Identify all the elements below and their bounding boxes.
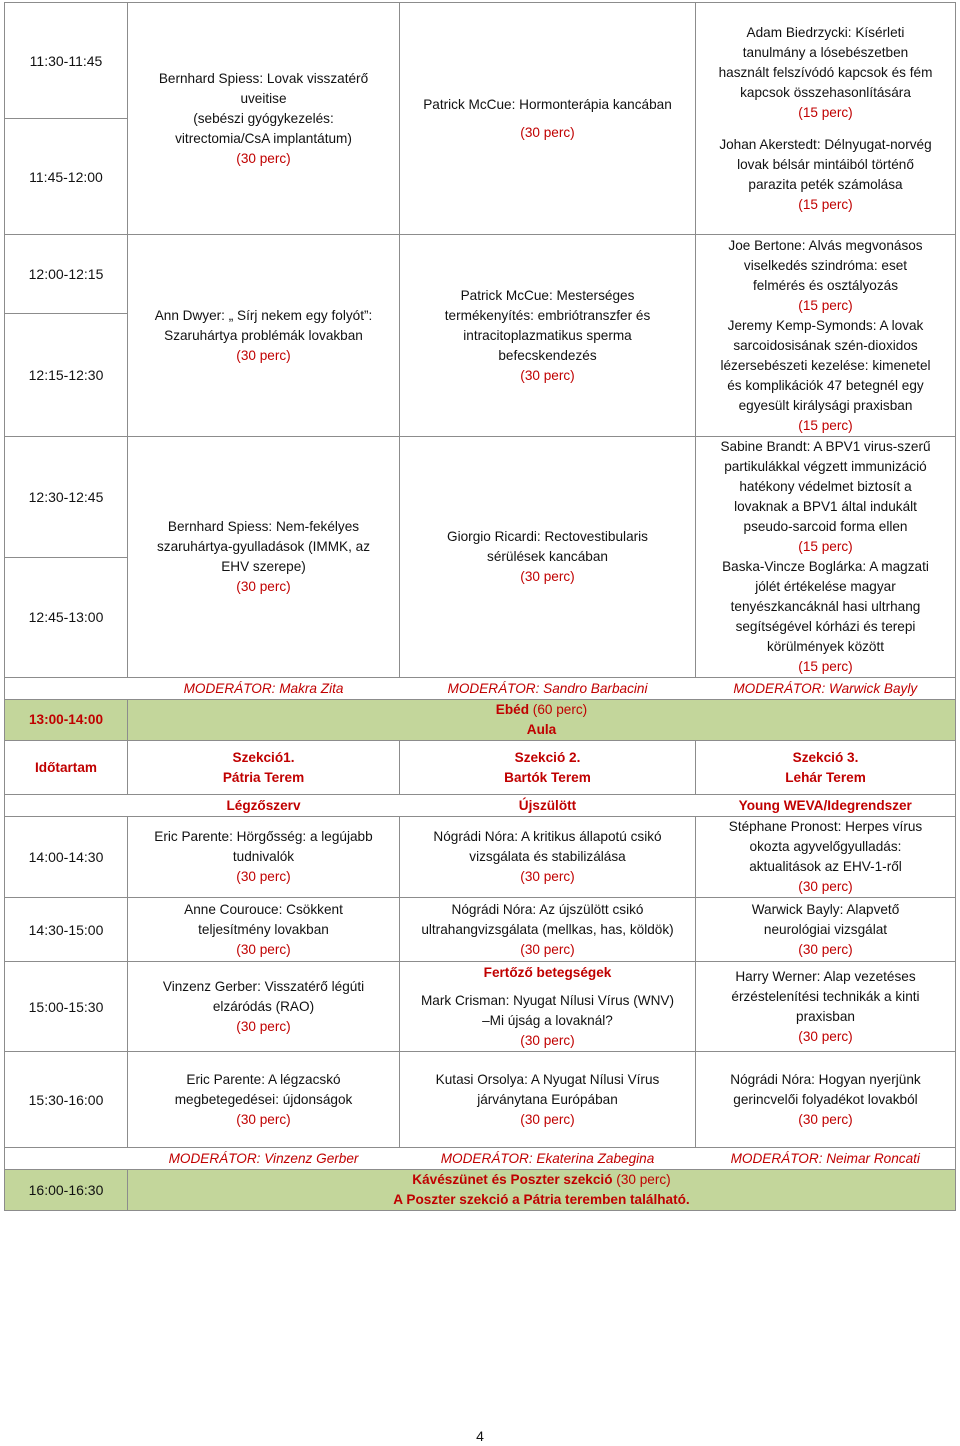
session-cell: Bernhard Spiess: Lovak visszatérő uveitise (sebészi gyógykezelés: vitrectomia/CsA implantátum) (30 perc): [128, 3, 400, 235]
session-cell: Vinzenz Gerber: Visszatérő légúti elzáródás (RAO) (30 perc): [128, 962, 400, 1052]
session-cell: Eric Parente: A légzacskó megbetegedései: újdonságok (30 perc): [128, 1052, 400, 1148]
topic-label: Fertőző betegségek: [483, 964, 612, 980]
time-slot: 15:00-15:30: [5, 962, 128, 1052]
moderator-label: MODERÁTOR: Neimar Roncati: [696, 1148, 956, 1170]
session-cell: Giorgio Ricardi: Rectovestibularis sérülések kancában (30 perc): [400, 437, 696, 678]
page-number: 4: [476, 1428, 484, 1444]
duration-header: Időtartam: [5, 741, 128, 795]
session-cell: Harry Werner: Alap vezetéses érzéstelenítési technikák a kinti praxisban (30 perc): [696, 962, 956, 1052]
time-slot: 11:30-11:45: [5, 3, 128, 119]
session-cell: Ann Dwyer: „ Sírj nekem egy folyót”: Szaruhártya problémák lovakban (30 perc): [128, 235, 400, 437]
section-2-header: Szekció 2. Bartók Terem: [400, 741, 696, 795]
lunch-venue: Aula: [526, 722, 557, 737]
time-slot: 12:45-13:00: [5, 557, 128, 678]
time-slot: 12:15-12:30: [5, 314, 128, 437]
lunch-duration: (60 perc): [532, 702, 588, 717]
time-slot: 14:00-14:30: [5, 817, 128, 898]
session-cell: Kutasi Orsolya: A Nyugat Nílusi Vírus járványtana Európában (30 perc): [400, 1052, 696, 1148]
session-cell: Nógrádi Nóra: Hogyan nyerjünk gerincvelői folyadékot lovakból (30 perc): [696, 1052, 956, 1148]
topic-label: Újszülött: [400, 795, 696, 817]
topic-label: Légzőszerv: [128, 795, 400, 817]
session-cell: Eric Parente: Hörgősség: a legújabb tudnivalók (30 perc): [128, 817, 400, 898]
lunch-title: Ebéd: [495, 702, 530, 717]
lunch-banner: [128, 700, 956, 741]
session-cell: Sabine Brandt: A BPV1 virus-szerű partikulákkal végzett immunizáció hatékony védelmet biztosít a lovaknak a BPV1 által indukált pseudo-sarcoid forma ellen (15 perc) Baska-Vincze Boglárka: A magzati jólét értékelése magyar tenyészkancáknál hasi ultrhang segítségével kórházi és terepi körülmények között (15 perc): [696, 437, 956, 678]
topic-spacer: [5, 795, 128, 817]
moderator-label: MODERÁTOR: Warwick Bayly: [696, 678, 956, 700]
session-cell: Fertőző betegségek Mark Crisman: Nyugat Nílusi Vírus (WNV) –Mi újság a lovaknál? (30 perc): [400, 962, 696, 1052]
session-cell: Patrick McCue: Mesterséges termékenyítés: embriótranszfer és intracitoplazmatikus sperma befecskendezés (30 perc): [400, 235, 696, 437]
time-slot: 14:30-15:00: [5, 898, 128, 962]
session-cell: Joe Bertone: Alvás megvonásos viselkedés szindróma: eset felmérés és osztályozás (15 perc) Jeremy Kemp-Symonds: A lovak sarcoidosisának szén-dioxidos lézersebészeti kezelése: kimenetel és komplikációk 47 betegnél egy egyesült királysági praxisban (15 perc): [696, 235, 956, 437]
section-3-header: Szekció 3. Lehár Terem: [696, 741, 956, 795]
moderator-label: MODERÁTOR: Ekaterina Zabegina: [400, 1148, 696, 1170]
session-cell: Anne Courouce: Csökkent teljesítmény lovakban (30 perc): [128, 898, 400, 962]
poster-note: A Poszter szekció a Pátria teremben található.: [393, 1192, 690, 1207]
lunch-time: 13:00-14:00: [5, 700, 128, 741]
topic-label: Young WEVA/Idegrendszer: [696, 795, 956, 817]
schedule-table: [4, 2, 956, 1211]
time-slot: 11:45-12:00: [5, 119, 128, 235]
time-slot: 15:30-16:00: [5, 1052, 128, 1148]
coffee-banner: [128, 1170, 956, 1211]
session-cell: Adam Biedrzycki: Kísérleti tanulmány a lósebészetben használt felszívódó kapcsok és fém kapcsok összehasonlítására (15 perc) Johan Akerstedt: Délnyugat-norvég lovak bélsár mintáiból történő parazita peték számolása (15 perc): [696, 3, 956, 235]
moderator-spacer: [5, 1148, 128, 1170]
time-slot: 12:00-12:15: [5, 235, 128, 314]
coffee-time: 16:00-16:30: [5, 1170, 128, 1211]
session-cell: Nógrádi Nóra: Az újszülött csikó ultrahangvizsgálata (mellkas, has, köldök) (30 perc): [400, 898, 696, 962]
session-cell: Bernhard Spiess: Nem-fekélyes szaruhártya-gyulladások (IMMK, az EHV szerepe) (30 perc): [128, 437, 400, 678]
session-cell: Nógrádi Nóra: A kritikus állapotú csikó vizsgálata és stabilizálása (30 perc): [400, 817, 696, 898]
session-cell: Patrick McCue: Hormonterápia kancában (30 perc): [400, 3, 696, 235]
moderator-label: MODERÁTOR: Vinzenz Gerber: [128, 1148, 400, 1170]
session-cell: Warwick Bayly: Alapvető neurológiai vizsgálat (30 perc): [696, 898, 956, 962]
moderator-spacer: [5, 678, 128, 700]
session-cell: Stéphane Pronost: Herpes vírus okozta agyvelőgyulladás: aktualitások az EHV-1-ről (30 perc): [696, 817, 956, 898]
moderator-label: MODERÁTOR: Sandro Barbacini: [400, 678, 696, 700]
moderator-label: MODERÁTOR: Makra Zita: [128, 678, 400, 700]
time-slot: 12:30-12:45: [5, 437, 128, 558]
coffee-duration: (30 perc): [616, 1172, 671, 1187]
section-1-header: Szekció1. Pátria Terem: [128, 741, 400, 795]
coffee-title: Kávészünet és Poszter szekció: [412, 1172, 613, 1187]
